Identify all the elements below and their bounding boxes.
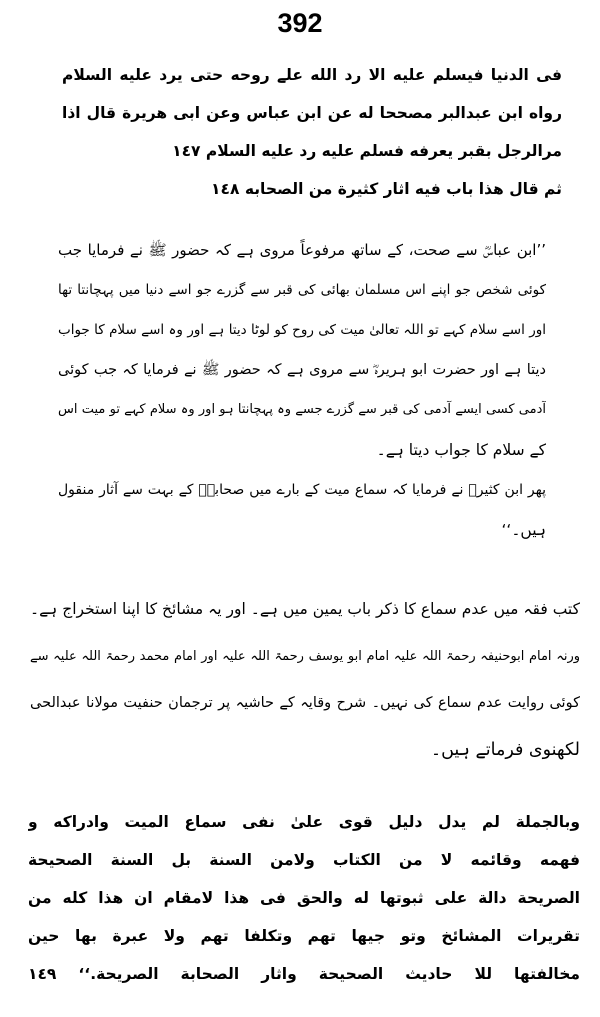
page-number: 392 (277, 8, 323, 38)
text-line: تقریرات المشائخ وتو جیها تهم وتکلفا تهم ولا عبرة بها حین (28, 927, 580, 945)
text-line: ہیں۔‘‘ (501, 521, 546, 539)
text-line: فی الدنیا فیسلم علیه الا رد الله علے روحه حتی یرد علیه السلام (62, 66, 562, 84)
urdu-body-block (30, 586, 580, 774)
arabic-text-block-bottom (28, 803, 580, 993)
arabic-text-block-top (62, 56, 562, 208)
text-line: آدمی کسی ایسے آدمی کی قبر سے گزرے جسے وہ پہچانتا ہو اور وہ سلام کہے تو میت اس (58, 402, 546, 417)
text-line: اور اسے سلام کہے تو اللہ تعالیٰ میت کی روح کو لوٹا دیتا ہے اور وہ اسے سلام کا جواب (58, 322, 546, 338)
text-line: پھر ابن کثیرؒ نے فرمایا کہ سماع میت کے بارے میں صحابہؓ کے بہت سے آثار منقول (58, 482, 546, 498)
text-line: کوئی شخص جو اپنے اس مسلمان بھائی کی قبر سے گزرے جو اسے دنیا میں پہچانتا تھا (58, 282, 546, 298)
text-line: مخالفتها للا حادیث الصحیحة واثار الصحابة الصریحة.‘‘ ١٤٩ (28, 965, 580, 983)
text-line: کے سلام کا جواب دیتا ہے۔ (376, 441, 546, 459)
text-line: دیتا ہے اور حضرت ابو ہریرہؓ سے مروی ہے کہ حضور ﷺ نے فرمایا کہ جب کوئی (58, 362, 546, 378)
text-line: کتب فقہ میں عدم سماع کا ذکر باب یمین میں ہے۔ اور یہ مشائخ کا اپنا استخراج ہے۔ (30, 600, 580, 618)
text-line: کوئی روایت عدم سماع کی نہیں۔ شرح وقایہ کے حاشیہ پر ترجمان حنفیت مولانا عبدالحی (30, 695, 580, 711)
text-line: مرالرجل بقبر یعرفه فسلم علیه رد علیه السلام ١٤٧ (172, 142, 562, 160)
text-line: لکھنوی فرماتے ہیں۔ (430, 740, 580, 760)
section-heading: ثم قال هذا باب فیه اثار کثیرة من الصحابه ١٤٨ (211, 180, 562, 198)
text-line: ’’ابن عباسؓ سے صحت، کے ساتھ مرفوعاً مروی ہے کہ حضور ﷺ نے فرمایا جب (58, 241, 546, 259)
text-line: رواه ابن عبدالبر مصححا له عن ابن عباس وعن ابی هریرة قال اذا (62, 104, 562, 122)
text-line: الصریحة دالة علی ثبوتها له والحق فی هذا لامقام ان هذا کله من (28, 889, 580, 907)
text-line: وبالجملة لم یدل دلیل قوی علیٰ نفی سماع المیت وادراکه و (28, 813, 580, 831)
text-line: فهمه وقائمه لا من الکتاب ولامن السنة بل السنة الصحیحة (28, 851, 580, 869)
urdu-quote-block (58, 230, 546, 550)
text-line: ورنہ امام ابوحنیفہ رحمۃ اللہ علیہ امام ابو یوسف رحمۃ اللہ علیہ اور امام محمد رحمۃ اللہ علیہ سے (30, 649, 580, 664)
